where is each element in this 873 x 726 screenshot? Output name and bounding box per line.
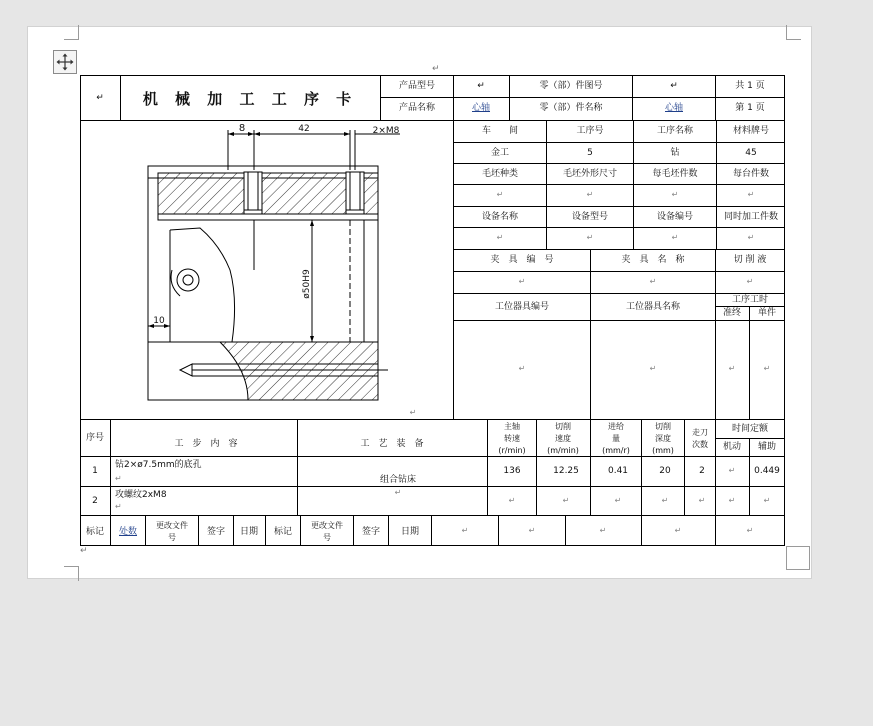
step-1-passes[interactable]: 2 bbox=[699, 466, 705, 476]
op-name-label: 工序名称 bbox=[656, 126, 694, 136]
crop-mark-bottom-left bbox=[64, 566, 79, 581]
para-mark[interactable]: ↵ bbox=[599, 526, 607, 535]
para-mark: ↵ bbox=[115, 502, 122, 511]
paragraph-mark: ↵ bbox=[432, 64, 440, 74]
page-number: 第 1 页 bbox=[735, 103, 765, 113]
para-mark[interactable]: ↵ bbox=[586, 233, 594, 242]
aux-time-header: 辅助 bbox=[757, 442, 777, 452]
depth-header-1: 切削 bbox=[655, 422, 671, 431]
feed-header-3: (mm/r) bbox=[602, 446, 630, 455]
spindle-header-1: 主轴 bbox=[504, 422, 520, 431]
time-quota-header: 时间定额 bbox=[731, 424, 769, 434]
step-1-content[interactable]: 钻2×ø7.5mm的底孔 bbox=[115, 460, 202, 470]
pieces-per-blank-label: 每毛坯件数 bbox=[652, 169, 698, 179]
para-mark[interactable]: ↵ bbox=[746, 526, 754, 535]
para-mark: ↵ bbox=[115, 474, 122, 483]
four-arrow-move-icon bbox=[56, 53, 74, 71]
para-mark[interactable]: ↵ bbox=[698, 496, 706, 505]
footer-count-label: 处数 bbox=[118, 527, 138, 537]
step-1-depth[interactable]: 20 bbox=[659, 466, 671, 476]
spindle-header-3: (r/min) bbox=[498, 446, 526, 455]
para-mark[interactable]: ↵ bbox=[496, 233, 504, 242]
passes-header-1: 走刀 bbox=[692, 428, 708, 437]
step-1-aux-time[interactable]: 0.449 bbox=[754, 466, 780, 476]
depth-header-3: (mm) bbox=[652, 446, 674, 455]
op-time-label: 工序工时 bbox=[731, 295, 769, 305]
passes-header-2: 次数 bbox=[692, 440, 708, 449]
part-name-value[interactable]: 心轴 bbox=[664, 103, 684, 113]
simultaneous-label: 同时加工件数 bbox=[723, 212, 779, 222]
cut-speed-header-1: 切削 bbox=[555, 422, 571, 431]
crop-mark-top-left bbox=[64, 25, 79, 40]
footer-change-doc-label-1: 更改文件 bbox=[156, 521, 188, 530]
part-drawing-no-value[interactable]: ↵ bbox=[670, 81, 678, 91]
para-mark[interactable]: ↵ bbox=[496, 190, 504, 199]
dimension-42-label: 42 bbox=[298, 124, 310, 134]
blank-size-label: 毛坯外形尺寸 bbox=[562, 169, 618, 179]
spindle-header-2: 转速 bbox=[504, 434, 520, 443]
paragraph-mark: ↵ bbox=[80, 546, 88, 556]
blank-type-label: 毛坯种类 bbox=[481, 169, 519, 179]
footer-date-label: 日期 bbox=[239, 527, 259, 537]
para-mark[interactable]: ↵ bbox=[728, 364, 736, 373]
product-model-value[interactable]: ↵ bbox=[477, 81, 485, 91]
para-mark[interactable]: ↵ bbox=[728, 496, 736, 505]
para-mark: ↵ bbox=[394, 488, 402, 497]
para-mark[interactable]: ↵ bbox=[671, 233, 679, 242]
dimension-8-label: 8 bbox=[238, 123, 246, 134]
step-1-feed[interactable]: 0.41 bbox=[607, 466, 629, 476]
part-name-label: 零（部）件名称 bbox=[539, 103, 603, 113]
step-1-spindle[interactable]: 136 bbox=[503, 466, 521, 476]
footer-date-label: 日期 bbox=[400, 527, 420, 537]
para-mark[interactable]: ↵ bbox=[528, 526, 536, 535]
machine-time-header: 机动 bbox=[722, 442, 742, 452]
total-pages: 共 1 页 bbox=[735, 81, 765, 91]
workshop-label: 车 间 bbox=[481, 126, 519, 136]
station-tool-name-label: 工位器具名称 bbox=[625, 302, 681, 312]
equipment-model-label: 设备型号 bbox=[571, 212, 609, 222]
product-name-value[interactable]: 心轴 bbox=[471, 103, 491, 113]
para-mark[interactable]: ↵ bbox=[586, 190, 594, 199]
part-drawing bbox=[120, 120, 440, 420]
equipment-name-label: 设备名称 bbox=[481, 212, 519, 222]
op-no-value[interactable]: 5 bbox=[587, 148, 593, 158]
footer-mark-label: 标记 bbox=[85, 527, 105, 537]
unit-time-label: 单件 bbox=[757, 308, 777, 318]
workshop-value[interactable]: 金工 bbox=[490, 148, 510, 158]
cut-speed-header-3: (m/min) bbox=[547, 446, 579, 455]
para-mark[interactable]: ↵ bbox=[763, 496, 771, 505]
coolant-label: 切 削 液 bbox=[733, 255, 767, 265]
para-mark[interactable]: ↵ bbox=[508, 496, 516, 505]
footer-change-doc-label-2: 号 bbox=[323, 533, 331, 542]
footer-mark-label: 标记 bbox=[273, 527, 293, 537]
fixture-name-label: 夹 具 名 称 bbox=[621, 255, 685, 265]
prep-time-label: 准终 bbox=[722, 308, 742, 318]
para-mark[interactable]: ↵ bbox=[728, 466, 736, 475]
step-content-header: 工 步 内 容 bbox=[174, 439, 238, 449]
fixture-no-label: 夹 具 编 号 bbox=[490, 255, 554, 265]
step-2-content[interactable]: 攻螺纹2xM8 bbox=[115, 490, 167, 500]
card-title: 机 械 加 工 工 序 卡 bbox=[142, 90, 358, 108]
footer-sign-label: 签字 bbox=[206, 527, 226, 537]
para-mark[interactable]: ↵ bbox=[674, 526, 682, 535]
para-mark: ↵ bbox=[409, 408, 417, 417]
step-2-no: 2 bbox=[92, 496, 98, 506]
para-mark[interactable]: ↵ bbox=[649, 364, 657, 373]
para-mark[interactable]: ↵ bbox=[661, 496, 669, 505]
product-model-label: 产品型号 bbox=[398, 81, 436, 91]
pieces-per-unit-label: 每台件数 bbox=[732, 169, 770, 179]
equipment-header: 工 艺 装 备 bbox=[360, 439, 424, 449]
equipment-value[interactable]: 组合钻床 bbox=[379, 475, 417, 485]
para-mark[interactable]: ↵ bbox=[562, 496, 570, 505]
depth-header-2: 深度 bbox=[655, 434, 671, 443]
para-mark[interactable]: ↵ bbox=[763, 364, 771, 373]
para-mark: ↵ bbox=[96, 93, 104, 103]
para-mark[interactable]: ↵ bbox=[649, 277, 657, 286]
cut-speed-header-2: 速度 bbox=[555, 434, 571, 443]
para-mark[interactable]: ↵ bbox=[518, 364, 526, 373]
footer-sign-label: 签字 bbox=[361, 527, 381, 537]
para-mark[interactable]: ↵ bbox=[747, 190, 755, 199]
table-move-handle[interactable] bbox=[53, 50, 77, 74]
equipment-no-label: 设备编号 bbox=[656, 212, 694, 222]
para-mark[interactable]: ↵ bbox=[614, 496, 622, 505]
op-no-label: 工序号 bbox=[576, 126, 604, 136]
para-mark[interactable]: ↵ bbox=[671, 190, 679, 199]
para-mark[interactable]: ↵ bbox=[746, 277, 754, 286]
material-label: 材料牌号 bbox=[732, 126, 770, 136]
table-resize-handle[interactable] bbox=[786, 546, 810, 570]
para-mark[interactable]: ↵ bbox=[461, 526, 469, 535]
footer-change-doc-label-2: 号 bbox=[168, 533, 176, 542]
step-1-no: 1 bbox=[92, 466, 98, 476]
dimension-2xm8-label: 2×M8 bbox=[372, 126, 400, 136]
part-drawing-no-label: 零（部）件图号 bbox=[539, 81, 603, 91]
feed-header-1: 进给 bbox=[608, 422, 624, 431]
step-1-speed[interactable]: 12.25 bbox=[553, 466, 579, 476]
crop-mark-top-right bbox=[786, 25, 801, 40]
para-mark[interactable]: ↵ bbox=[747, 233, 755, 242]
dimension-bore-label: ø50H9 bbox=[302, 269, 312, 299]
step-no-header: 序号 bbox=[85, 433, 105, 443]
process-card-table bbox=[80, 75, 785, 546]
product-name-label: 产品名称 bbox=[398, 103, 436, 113]
feed-header-2: 量 bbox=[612, 434, 620, 443]
station-tool-no-label: 工位器具编号 bbox=[494, 302, 550, 312]
op-name-value[interactable]: 钻 bbox=[670, 148, 680, 158]
footer-change-doc-label-1: 更改文件 bbox=[311, 521, 343, 530]
dimension-10-label: 10 bbox=[153, 316, 165, 326]
material-value[interactable]: 45 bbox=[745, 148, 757, 158]
para-mark[interactable]: ↵ bbox=[518, 277, 526, 286]
